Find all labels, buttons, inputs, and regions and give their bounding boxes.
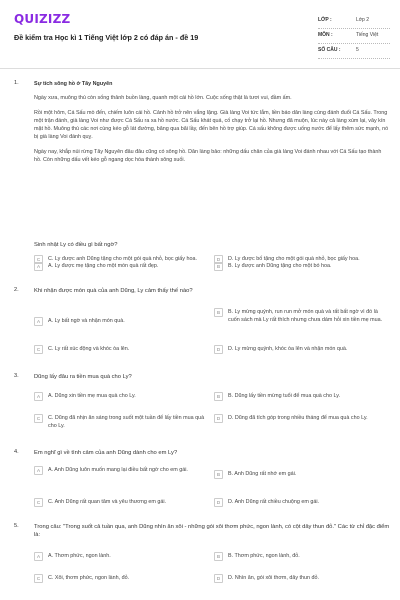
option-b[interactable]: [214, 309, 390, 324]
option-text: C. Anh Dũng rất quan tâm và yêu thương em gái.: [48, 499, 167, 505]
question-text: Khi nhận được món quà của anh Dũng, Ly cảm thấy thế nào?: [34, 288, 193, 294]
question-4: [14, 449, 390, 515]
passage-paragraph: Ngày nay, khắp núi rừng Tây Nguyên đâu đâu cũng có sông hồ. Dân làng bảo: những dấu chân của già làng Voi đánh nhau với Cá Sấu tạo thành hồ. Còn những dấu vết kéo gỗ ngang dọc hóa thành sông suối.: [34, 149, 382, 163]
option-letter: C: [34, 574, 43, 583]
option-letter: B: [214, 262, 223, 271]
option-letter: C: [34, 255, 43, 264]
question-number: 1.: [14, 80, 19, 86]
question-5: [14, 523, 390, 593]
option-a[interactable]: [34, 393, 212, 401]
option-c[interactable]: [34, 346, 212, 354]
option-letter: B: [214, 470, 223, 479]
option-text: B. Ly được anh Dũng tặng cho một bó hoa.: [228, 263, 332, 269]
option-c[interactable]: [34, 415, 212, 430]
option-c[interactable]: [34, 256, 212, 264]
reading-passage: [14, 80, 390, 230]
option-text: A. Anh Dũng luôn muốn mang lại điều bất ngờ cho em gái.: [48, 467, 188, 473]
option-letter: D: [214, 498, 223, 507]
option-c[interactable]: [34, 575, 212, 583]
option-text: B. Dũng lấy tiền mừng tuổi để mua quà cho Ly.: [228, 393, 341, 399]
option-letter: C: [34, 414, 43, 423]
option-text: D. Dũng đã tích góp trong nhiều tháng để mua quà cho Ly.: [228, 415, 368, 421]
option-text: A. Dũng xin tiền mẹ mua quà cho Ly.: [48, 393, 136, 399]
option-letter: D: [214, 574, 223, 583]
option-d[interactable]: [214, 575, 390, 583]
option-letter: A: [34, 466, 43, 475]
question-2: [14, 287, 390, 357]
question-number: 3.: [14, 373, 19, 379]
option-text: A. Ly bất ngờ và nhận món quà.: [48, 318, 125, 324]
header-divider: [0, 68, 400, 69]
meta-key: SỐ CÂU :: [318, 47, 341, 53]
question-1-row-2: [14, 256, 390, 280]
question-text: Dũng lấy đâu ra tiền mua quà cho Ly?: [34, 374, 132, 380]
option-text: A. Thơm phức, ngon lành.: [48, 553, 111, 559]
option-letter: A: [34, 392, 43, 401]
option-text: D. Ly được bố tặng cho một gói quà nhỏ, bọc giấy hoa.: [228, 256, 360, 262]
option-a[interactable]: [34, 553, 212, 561]
meta-value: Tiếng Việt: [356, 32, 379, 38]
meta-value: Lớp 2: [356, 17, 370, 23]
passage-paragraph: Rồi một hôm, Cá Sấu mò đến, chiếm luôn cái hồ. Cảnh hồ trở nên vắng lặng. Già làng Voi tức lắm, liền báo dân làng cùng đánh đuổi Cá Sấu. Trong một trận đánh, già làng Voi như được Cá Sấu ra xa hồ nước. Cá Sấu khát quá, cố chạy trở lại hồ. Nhưng đã muộn, lúc này cả làng xúm lại, vây kín mặt hồ. Muông thú các nơi cùng kéo gỗ lát đường, băng qua bãi lầy, đến bên hồ trợ giúp. Cá sấu không được uống nước để lấy thêm sức mạnh, nó bị già làng Voi đánh quỵ.: [34, 110, 389, 140]
meta-key: MÔN :: [318, 32, 333, 38]
question-number: 2.: [14, 287, 19, 293]
option-c[interactable]: [34, 499, 212, 507]
question-text: Sinh nhật Ly có điều gì bất ngờ?: [34, 242, 118, 248]
document-title: Đề kiểm tra Học kì 1 Tiếng Việt lớp 2 có đáp án - đề 19: [14, 33, 199, 42]
meta-panel: [318, 14, 390, 59]
option-letter: B: [214, 552, 223, 561]
question-number: 5.: [14, 523, 19, 529]
question-3: [14, 373, 390, 439]
meta-value: 5: [356, 47, 359, 53]
option-letter: A: [34, 262, 43, 271]
option-text: C. Xôi, thơm phức, ngon lành, đỏ.: [48, 575, 130, 581]
question-text: Trong câu: "Trong suốt cả tuần qua, anh Dũng nhìn ăn xôi - những gói xôi thơm phức, ngon lành, có cột dây thun đỏ." Các từ chỉ đặc điểm là:: [34, 524, 390, 538]
meta-row-subject: [318, 29, 390, 44]
option-text: C. Dũng đã nhịn ăn sáng trong suốt một tuần để lấy tiền mua quà cho Ly.: [48, 415, 205, 429]
passage-title: Sự tích sông hồ ở Tây Nguyên: [34, 81, 113, 87]
option-text: C. Ly rất xúc động và khóc òa lên.: [48, 346, 130, 352]
option-letter: A: [34, 552, 43, 561]
option-letter: B: [214, 308, 223, 317]
option-letter: B: [214, 392, 223, 401]
option-b[interactable]: [214, 553, 390, 561]
option-letter: D: [214, 414, 223, 423]
meta-row-class: [318, 14, 390, 29]
option-text: B. Thơm phức, ngon lành, đỏ.: [228, 553, 300, 559]
option-a[interactable]: [34, 467, 212, 475]
option-text: D. Ly mừng quýnh, khóc òa lên và nhận món quà.: [228, 346, 348, 352]
option-letter: D: [214, 255, 223, 264]
option-letter: C: [34, 498, 43, 507]
meta-row-question-count: [318, 44, 390, 59]
meta-key: LỚP :: [318, 17, 332, 23]
question-number: 4.: [14, 449, 19, 455]
option-b[interactable]: [214, 393, 390, 401]
option-d[interactable]: [214, 346, 390, 354]
option-text: A. Ly được mẹ tặng cho một món quà rất đẹp.: [48, 263, 159, 269]
option-d[interactable]: [214, 256, 390, 264]
header: [0, 0, 400, 68]
passage-paragraph: Ngày xưa, muông thú còn sống thảnh buồn làng, quanh một cái hồ lớn. Cuộc sống thật là tươi vui, đầm ấm.: [34, 95, 292, 101]
option-d[interactable]: [214, 415, 390, 423]
option-text: C. Ly được anh Dũng tặng cho một gói quà nhỏ, bọc giấy hoa.: [48, 256, 197, 262]
option-text: B. Anh Dũng rất nhớ em gái.: [228, 471, 297, 477]
option-text: B. Ly mừng quýnh, run run mở món quà và rất bất ngờ vì đó là cuốn sách mà Ly rất thích nhưng chưa dám hỏi xin tiền mẹ mua.: [228, 309, 383, 323]
question-text: Em nghĩ gì về tình cảm của anh Dũng dành cho em Ly?: [34, 450, 178, 456]
option-letter: A: [34, 317, 43, 326]
option-d[interactable]: [214, 499, 390, 507]
option-text: D. Nhìn ăn, gói xôi thơm, dây thun đỏ.: [228, 575, 320, 581]
quizizz-logo: QUIZIZZ: [14, 12, 71, 26]
option-letter: C: [34, 345, 43, 354]
option-text: D. Anh Dũng rất chiều chuộng em gái.: [228, 499, 320, 505]
option-a[interactable]: [34, 318, 212, 326]
option-letter: D: [214, 345, 223, 354]
option-b[interactable]: [214, 471, 390, 479]
